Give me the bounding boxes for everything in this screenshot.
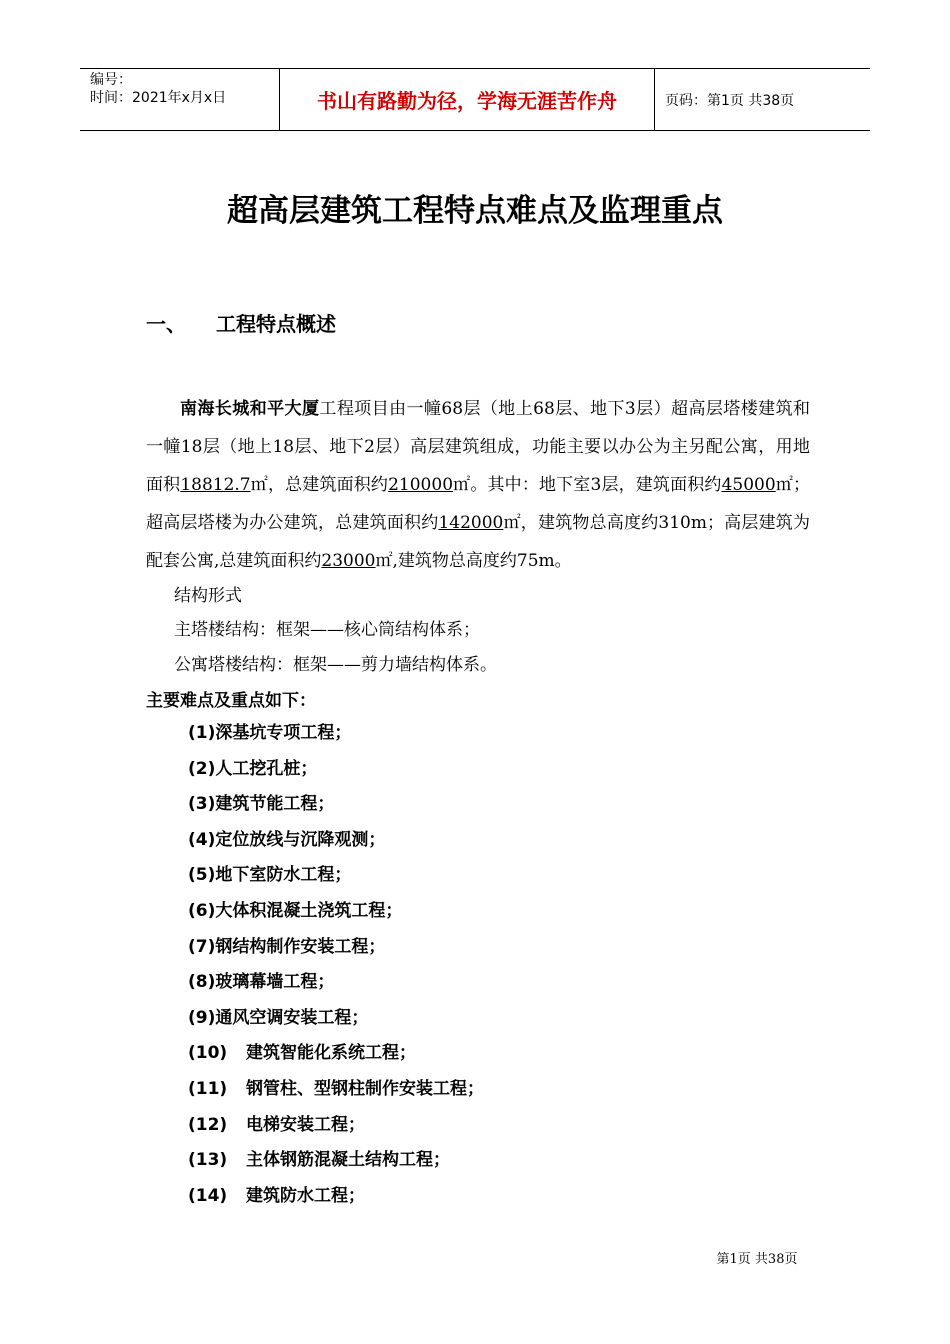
list-item-text: 地下室防水工程； [215,865,352,886]
list-item [188,1145,484,1181]
apartment-structure: 公寓塔楼结构：框架——剪力墙结构体系。 [174,655,497,675]
section-heading [146,308,336,337]
list-item-text: 建筑节能工程； [215,794,335,815]
overview-paragraph [146,390,810,580]
number-label: 编号： [90,72,132,88]
list-item [188,967,484,1003]
overview-text-2: ㎡，总建筑面积约 [250,475,389,495]
list-item-number: (6) [188,900,216,921]
list-item [188,825,484,861]
list-item-text: 钢结构制作安装工程； [215,936,386,957]
land-area: 18812.7 [180,475,251,495]
list-item-number: (13) [188,1150,228,1171]
total-area: 210000 [388,475,454,495]
time-label: 时间：2021年x月x日 [90,90,227,106]
list-item-text: 通风空调安装工程； [215,1007,369,1028]
header-page-code: 页码：第1页 共38页 [665,92,795,109]
list-item [188,932,484,968]
basement-area: 45000 [721,475,776,495]
list-item [188,754,484,790]
document-title: 超高层建筑工程特点难点及监理重点 [227,193,723,229]
list-item-text: 定位放线与沉降观测； [215,829,386,850]
section-title: 工程特点概述 [216,312,336,336]
list-item [188,1074,484,1110]
list-item-number: (14) [188,1185,228,1206]
list-item-number: (3) [188,794,216,815]
list-item-number: (8) [188,972,216,993]
list-item-number: (5) [188,865,216,886]
list-item-text: 建筑智能化系统工程； [246,1043,416,1064]
list-item [188,860,484,896]
list-item-text: 电梯安装工程； [246,1114,365,1135]
main-tower-structure: 主塔楼结构：框架——核心筒结构体系； [174,620,480,640]
project-name: 南海长城和平大厦 [180,399,320,419]
list-item-text: 人工挖孔桩； [215,758,318,779]
overview-text-1: 工程项目由一幢68层（地上68层、地下3层）超高层塔楼建筑和一幢18层（地上18层、地下2层）高层建筑组成，功能主要以办公为主另配公寓，用地面积 [146,399,810,495]
overview-text-3: ㎡。其中：地下室3层，建筑面积约 [453,475,722,495]
list-item-number: (10) [188,1043,228,1064]
list-item-number: (2) [188,758,216,779]
overview-text-4: ㎡；超高层塔楼为办公建筑，总建筑面积约 [146,475,811,533]
list-item-number: (1) [188,723,216,743]
list-item-number: (12) [188,1114,228,1135]
structure-label: 结构形式 [174,586,242,606]
list-item-number: (4) [188,829,216,850]
difficulties-heading: 主要难点及重点如下： [146,691,316,711]
overview-text-6: ㎡,建筑物总高度约75m。 [375,551,572,571]
list-item-text: 深基坑专项工程； [215,723,352,743]
list-item [188,896,484,932]
list-item-number: (11) [188,1078,228,1099]
list-item-text: 主体钢筋混凝土结构工程； [246,1150,450,1171]
list-item [188,1110,484,1146]
list-item [188,1003,484,1039]
header-motto: 书山有路勤为径，学海无涯苦作舟 [280,69,655,130]
list-item-number: (9) [188,1007,216,1028]
list-item [188,1181,484,1217]
page-header [80,68,870,131]
list-item-number: (7) [188,936,216,957]
difficulties-list [188,718,484,1216]
footer-page-number: 第1页 共38页 [716,1252,798,1267]
list-item-text: 建筑防水工程； [246,1185,365,1206]
tower-area: 142000 [438,513,504,533]
list-item [188,718,484,754]
list-item-text: 玻璃幕墙工程； [215,972,335,993]
overview-text-5: ㎡，建筑物总高度约310m；高层建筑为配套公寓,总建筑面积约 [146,513,810,571]
list-item-text: 大体积混凝土浇筑工程； [215,900,403,921]
list-item [188,1038,484,1074]
apartment-area: 23000 [321,551,376,571]
list-item-text: 钢管柱、型钢柱制作安装工程； [246,1078,484,1099]
header-meta [80,69,280,130]
list-item [188,789,484,825]
page-footer [0,1248,950,1267]
section-number: 一、 [146,312,186,336]
